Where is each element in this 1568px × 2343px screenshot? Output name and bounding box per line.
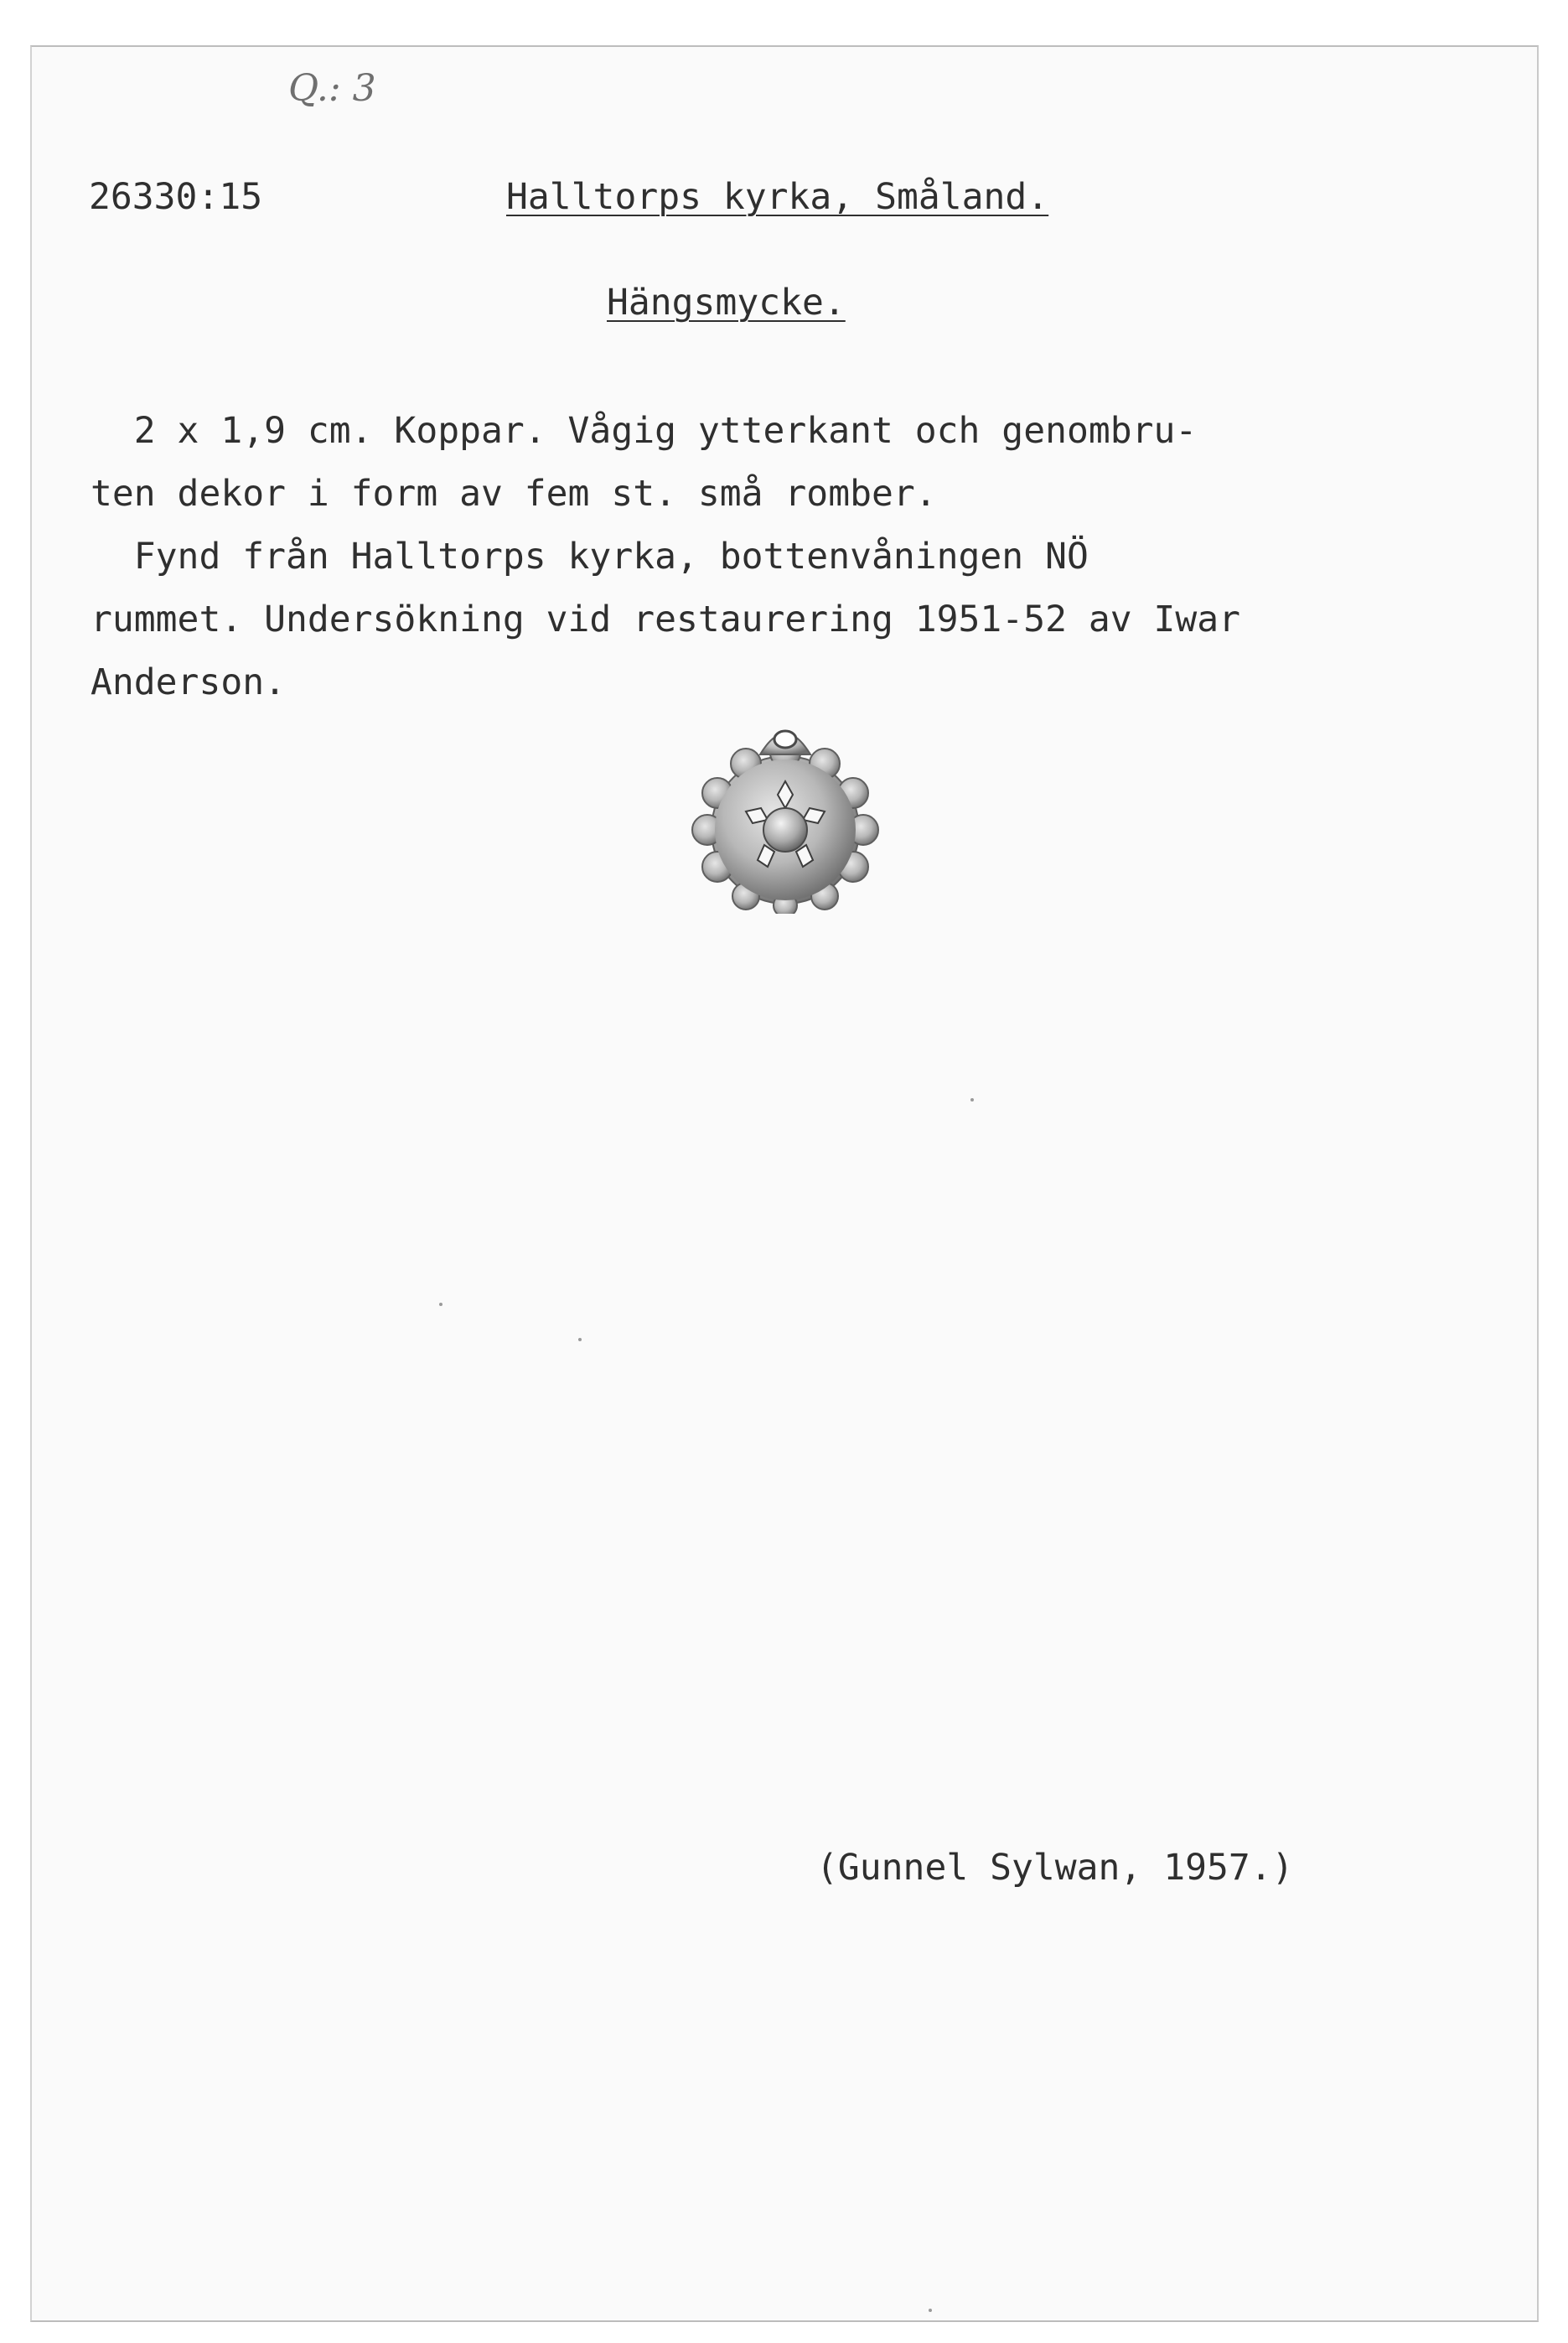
description-line: Anderson. (91, 661, 286, 703)
description-line: 2 x 1,9 cm. Koppar. Vågig ytterkant och genombru- (91, 410, 1198, 452)
object-title: Hängsmycke. (607, 282, 846, 324)
paper-speck (439, 1303, 442, 1306)
description-line: rummet. Undersökning vid restaurering 1951-52 av Iwar (91, 599, 1241, 640)
author-signature: (Gunnel Sylwan, 1957.) (816, 1847, 1294, 1889)
catalog-card (30, 45, 1539, 2322)
paper-speck (578, 1338, 582, 1341)
paper-speck (970, 1098, 974, 1102)
description-line: ten dekor i form av fem st. små romber. (91, 473, 937, 515)
location-heading: Halltorps kyrka, Småland. (506, 176, 1049, 218)
central-boss (763, 808, 807, 852)
suspension-loop (760, 731, 810, 754)
paper-speck (929, 2309, 932, 2312)
description (91, 400, 1515, 714)
pendant-icon (681, 704, 890, 914)
description-line: Fynd från Halltorps kyrka, bottenvåningen NÖ (91, 536, 1089, 578)
shelfmark-annotation: Q.: 3 (288, 67, 376, 110)
catalog-number: 26330:15 (89, 176, 263, 218)
